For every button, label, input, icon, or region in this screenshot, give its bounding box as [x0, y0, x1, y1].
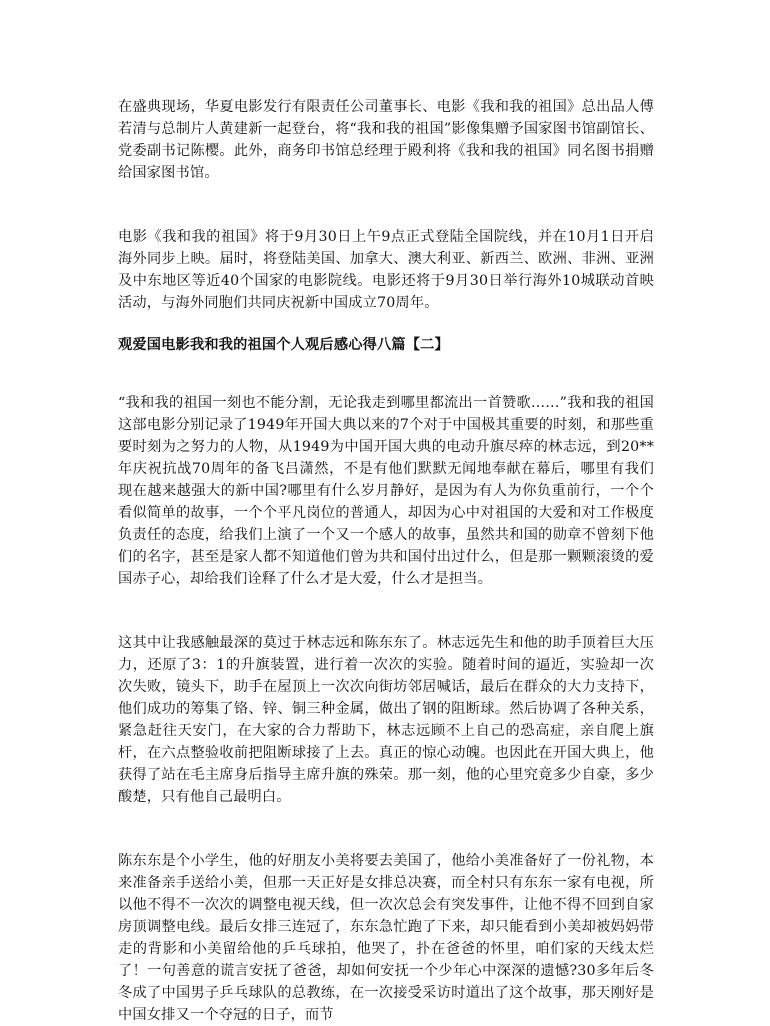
spacer	[118, 314, 654, 334]
paragraph-ceremony: 在盛典现场，华夏电影发行有限责任公司董事长、电影《我和我的祖国》总出品人傅若清与总制片人黄建新一起登台，将“我和我的祖国”影像集赠予国家图书馆副馆长、党委副书记陈樱。此外，商务印书馆总经理于殿利将《我和我的祖国》同名图书捐赠给国家图书馆。	[118, 99, 654, 181]
spacer	[118, 590, 654, 632]
document-page	[118, 96, 654, 1026]
paragraph-song: “我和我的祖国一刻也不能分割，无论我走到哪里都流出一首赞歌……”我和我的祖国这部电影分别记录了1949年开国大典以来的7个对于中国极其重要的时刻，和那些重要时刻为之努力的人物，从1949为中国开国大典的电动升旗尽瘁的林志远，到20**年庆祝抗战70周年的备飞吕潇然，不是有他们默默无闻地奉献在幕后，哪里有我们现在越来越强大的新中国?哪里有什么岁月静好，是因为有人为你负重前行，一个个看似简单的故事，一个个平凡岗位的普通人，却因为心中对祖国的大爱和对工作极度负责任的态度，给我们上演了一个又一个感人的故事，虽然共和国的勋章不曾刻下他们的名字，甚至是家人都不知道他们曾为共和国付出过什么，但是那一颗颗滚烫的爱国赤子心，却给我们诠释了什么才是大爱，什么才是担当。	[118, 395, 654, 587]
paragraph-lin-zhiyuan: 这其中让我感触最深的莫过于林志远和陈东东了。林志远先生和他的助手顶着巨大压力，还原了3：1的升旗装置，进行着一次次的实验。随着时间的逼近，实验却一次次失败，镜头下，助手在屋顶上一次次向街坊邻居喊话，最后在群众的大力支持下，他们成功的筹集了铬、锌、铜三种金属，做出了钢的阻断球。然后协调了各种关系，紧急赶往天安门，在大家的合力帮助下，林志远顾不上自己的恐高症，亲自爬上旗杆，在六点整验收前把阻断球接了上去。真正的惊心动魄。也因此在开国大典上，他获得了站在毛主席身后指导主席升旗的殊荣。那一刻，他的心里究竟多少自豪，多少酸楚，只有他自己最明白。	[118, 635, 654, 805]
paragraph-release: 电影《我和我的祖国》将于9月30日上午9点正式登陆全国院线，并在10月1日开启海外同步上映。届时，将登陆美国、加拿大、澳大利亚、新西兰、欧洲、非洲、亚洲及中东地区等近40个国家的电影院线。电影还将于9月30日举行海外10城联动首映活动，与海外同胞们共同庆祝新中国成立70周年。	[118, 229, 654, 311]
spacer	[118, 356, 654, 392]
section-heading: 观爱国电影我和我的祖国个人观后感心得八篇【二】	[118, 337, 449, 353]
spacer	[118, 184, 654, 226]
paragraph-chen-dongdong: 陈东东是个小学生，他的好朋友小美将要去美国了，他给小美准备好了一份礼物，本来准备亲手送给小美，但那一天正好是女排总决赛，而全村只有东东一家有电视，所以他不得不一次次的调整电视天线，但一次次总会有突发事件，让他不得不回到自家房顶调整电线。最后女排三连冠了，东东急忙跑了下来，却只能看到小美却被妈妈带走的背影和小美留给他的乒乓球拍，他哭了，扑在爸爸的怀里，咱们家的天线太烂了！一句善意的谎言安抚了爸爸，却如何安抚一个少年心中深深的遗憾?30多年后冬冬成了中国男子乒乓球队的总教练，在一次接受采访时道出了这个故事，那天刚好是中国女排又一个夺冠的日子，而节	[118, 853, 654, 1023]
spacer	[118, 808, 654, 850]
